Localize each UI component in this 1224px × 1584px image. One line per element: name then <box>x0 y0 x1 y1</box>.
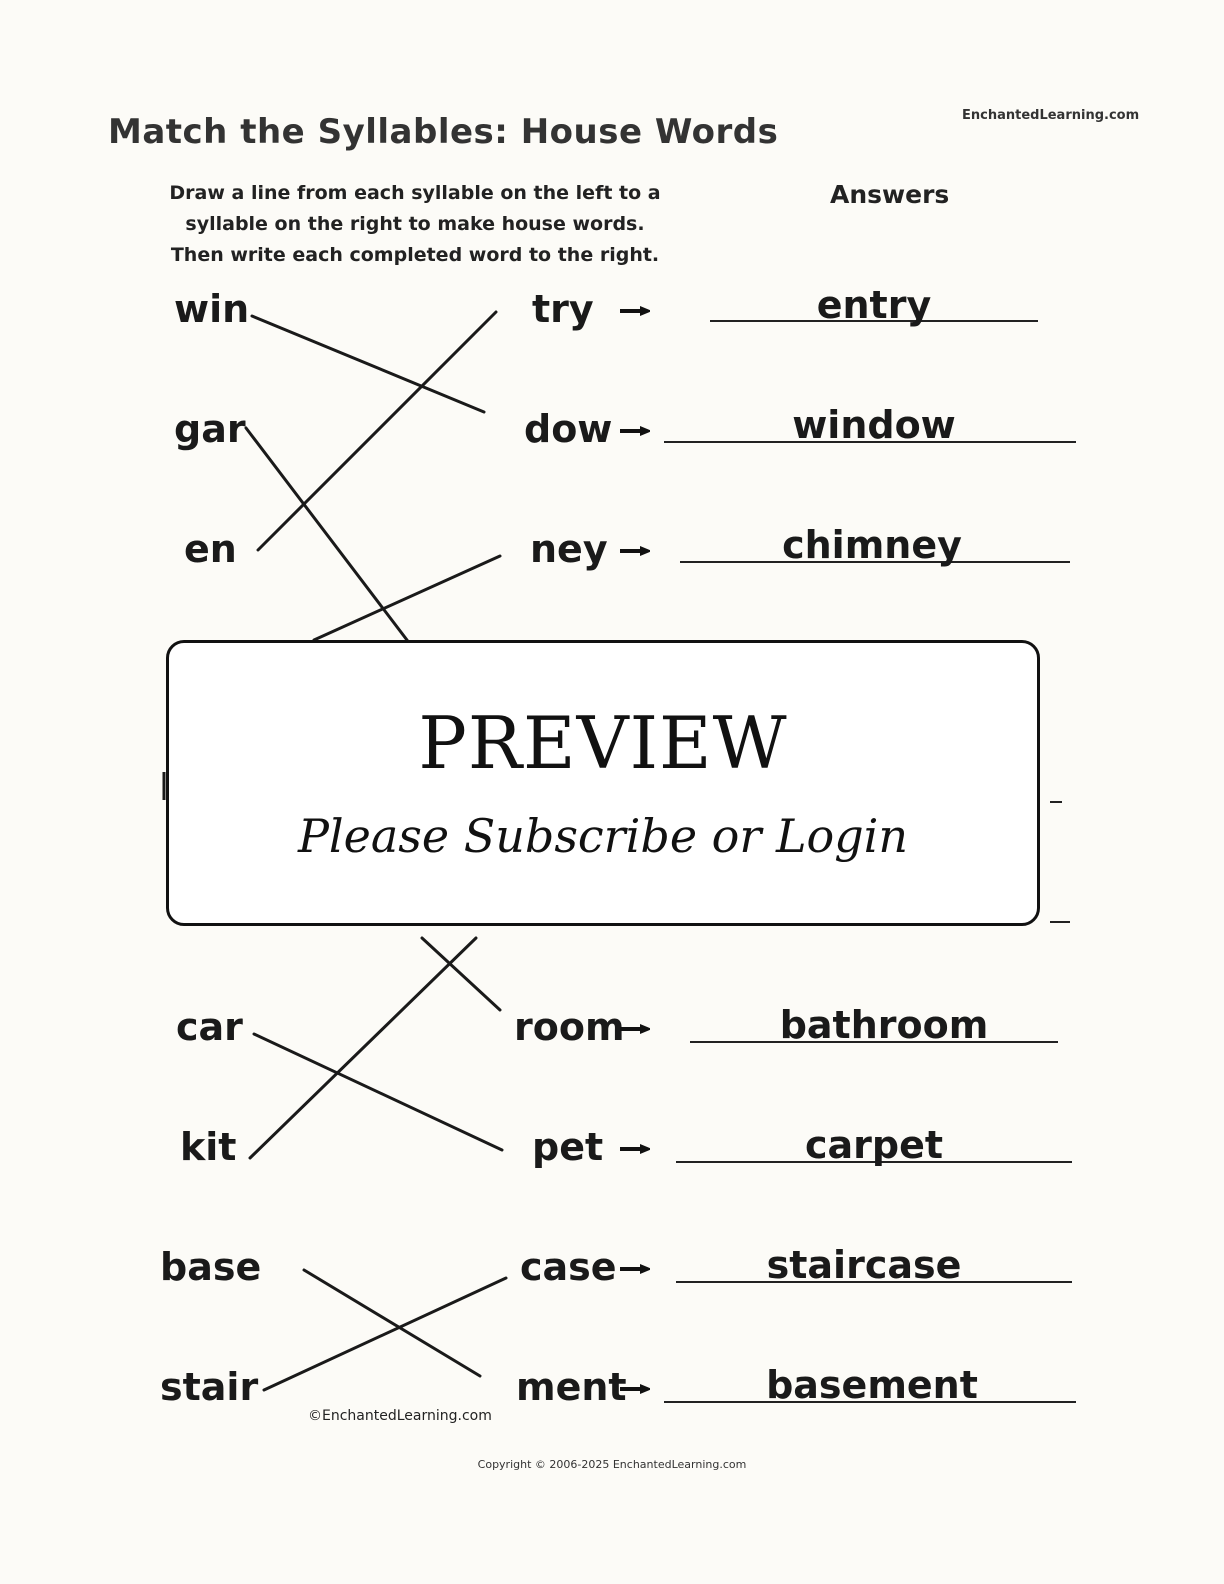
right-syllable: ment <box>516 1365 627 1409</box>
answer-word: basement <box>766 1363 978 1407</box>
answer-word: staircase <box>766 1243 962 1287</box>
instruction-line: Draw a line from each syllable on the left to a <box>169 182 661 204</box>
left-syllable: stair <box>160 1365 259 1409</box>
connector-line <box>264 1278 506 1390</box>
left-syllable: gar <box>174 407 246 451</box>
instruction-line: Then write each completed word to the right. <box>170 244 660 266</box>
copyright-footer: Copyright © 2006-2025 EnchantedLearning.com <box>477 1458 747 1471</box>
worksheet-watermark: ©EnchantedLearning.com <box>308 1408 492 1424</box>
right-syllable: pet <box>532 1125 604 1169</box>
left-syllable: en <box>184 527 237 571</box>
connector-line <box>252 316 484 412</box>
right-syllable: ney <box>530 527 608 571</box>
answer-word: chimney <box>782 523 962 567</box>
connector-line <box>314 556 500 640</box>
right-syllable: room <box>514 1005 625 1049</box>
connector-line <box>254 1034 502 1150</box>
answer-word: carpet <box>804 1123 944 1167</box>
left-syllable: kit <box>180 1125 237 1169</box>
answer-word: window <box>792 403 956 447</box>
connector-line <box>422 938 500 1010</box>
left-syllable: win <box>174 287 250 331</box>
preview-overlay[interactable] <box>166 640 1040 926</box>
answer-word: entry <box>816 283 932 327</box>
right-syllable: case <box>520 1245 617 1289</box>
preview-title: PREVIEW <box>418 701 788 785</box>
right-syllable: try <box>532 287 594 331</box>
instruction-line: syllable on the right to make house words. <box>185 213 645 235</box>
page-title: Match the Syllables: House Words <box>108 112 779 152</box>
site-name: EnchantedLearning.com <box>962 108 1140 123</box>
left-syllable: car <box>176 1005 243 1049</box>
answers-heading: Answers <box>830 180 950 209</box>
connector-line <box>258 312 496 550</box>
answer-word: bathroom <box>779 1003 989 1047</box>
right-syllable: dow <box>524 407 613 451</box>
subscribe-login-prompt[interactable]: Please Subscribe or Login <box>297 809 909 863</box>
left-syllable: base <box>160 1245 262 1289</box>
